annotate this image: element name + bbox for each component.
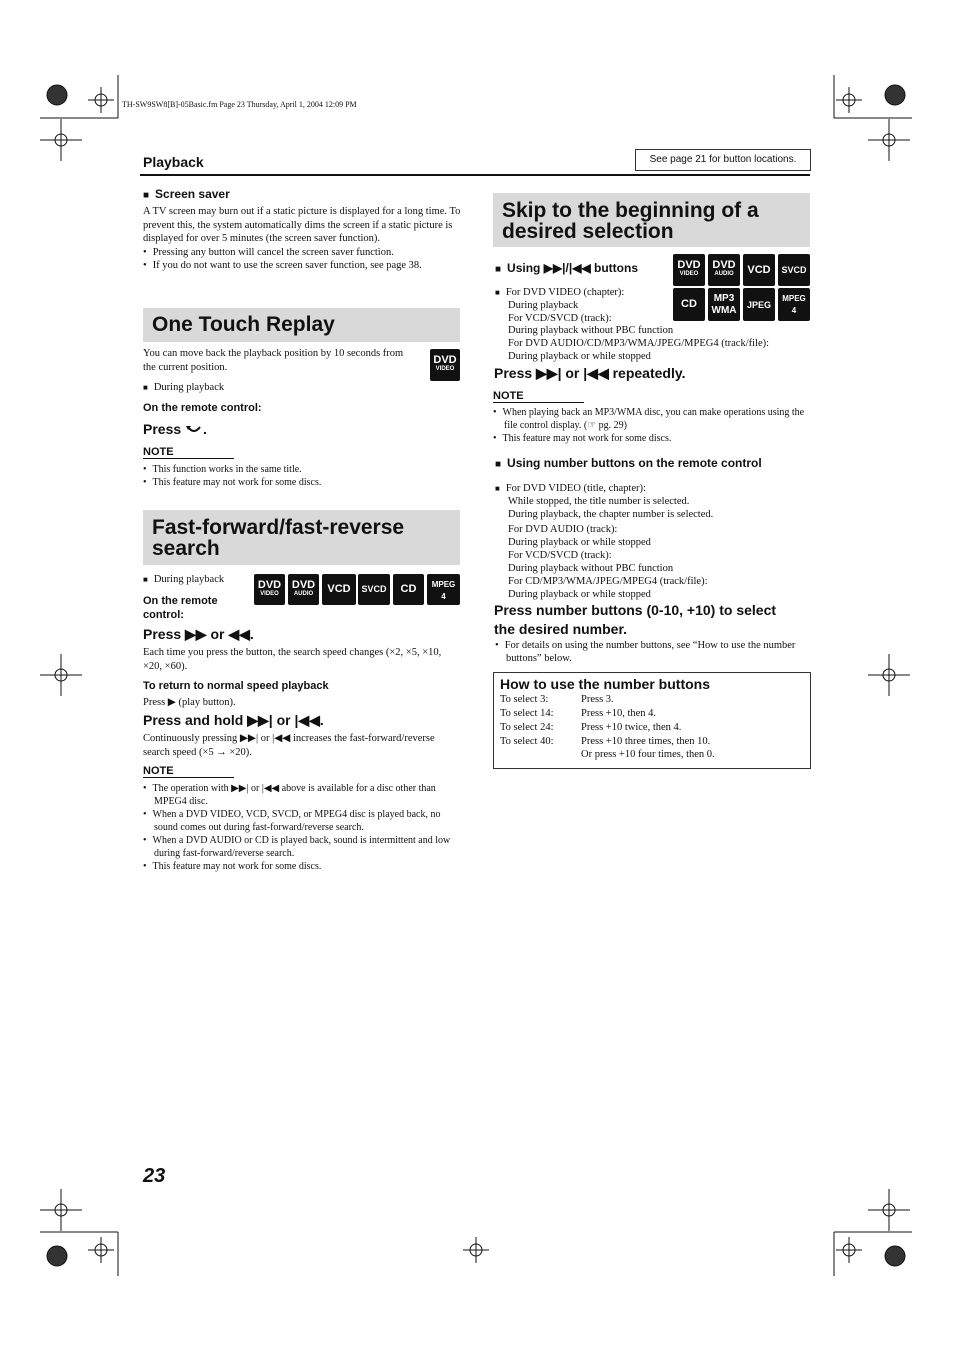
see-page-box: See page 21 for button locations. [635,149,811,171]
vcd-logo: VCD [743,254,775,286]
skip-items: ■ For DVD VIDEO (chapter): During playback For VCD/SVCD (track): During playback without PBC function For DVD AUDIO/CD/MP3/WMA/JPEG/MPEG4 (track/file): During playback or while stopped [495,287,769,364]
number-press: Press number buttons (0-10, +10) to select the desired number. [494,602,777,637]
press-replay: Press . [143,421,207,437]
note-item: • This feature may not work for some discs. [493,432,809,445]
ff-title-line1: Fast-forward/fast-reverse [152,516,405,539]
note-item: • When playing back an MP3/WMA disc, you can make operations using the file control display. (☞ pg. 29) [493,406,809,432]
cd-logo: CD [673,288,705,321]
section-title: Playback [143,154,204,170]
using-skip-heading: ■ Using ▶▶|/|◀◀ buttons [495,261,638,275]
skip-title-line1: Skip to the beginning of a [502,199,759,222]
header-rule [140,174,810,176]
one-touch-note [143,446,321,489]
vcd-logo: VCD [322,574,356,605]
one-touch-condition: ■ During playback [143,382,224,393]
screen-saver-body: A TV screen may burn out if a static picture is displayed for a long time. To prevent this, the system automatically dims the screen if a static picture is displayed for over 5 minutes (the screen saver function). [143,206,461,244]
hold-desc: Continuously pressing ▶▶| or |◀◀ increases the fast-forward/reverse search speed (×5 → ×20). [143,733,435,758]
how-to-number-box [493,672,811,769]
press-and-hold: Press and hold ▶▶| or |◀◀. [143,712,324,728]
ff-title-line2: search [152,537,220,560]
note-item: • This feature may not work for some discs. [143,476,321,489]
note-heading: NOTE [143,446,234,459]
dvd-video-logo: DVD VIDEO [673,254,705,286]
number-items: ■ For DVD VIDEO (title, chapter): While stopped, the title number is selected. During playback, the chapter number is selected. For DVD AUDIO (track): During playback or while stopped For VCD/SVCD (track): During playback without PBC function For CD/MP3/WMA/JPEG/MPEG4 (track/file): During playback or while stopped [495,482,713,601]
svcd-logo: SVCD [358,574,390,605]
howto-label: To select 40: [500,736,554,747]
note-item: • This feature may not work for some discs. [143,860,461,873]
dvd-audio-logo: DVD AUDIO [708,254,740,286]
dvd-video-logo: DVD VIDEO [254,574,285,605]
screen-saver-section [143,187,461,272]
screen-saver-bullet: • Pressing any button will cancel the screen saver function. [143,246,461,259]
ff-remote-label: On the remote control: [143,595,218,621]
normal-speed-heading: To return to normal speed playback [143,680,329,692]
remote-label: On the remote control: [143,402,262,414]
number-buttons-heading: ■ Using number buttons on the remote control [495,456,762,470]
ff-note [143,765,461,873]
ff-title-box [143,508,460,565]
page-number: 23 [143,1165,166,1187]
dvd-video-logo: DVD VIDEO [430,349,460,381]
howto-label: To select 3: [500,694,549,705]
howto-action: Press +10, then 4. [581,708,657,719]
howto-action: Press +10 three times, then 10. [581,736,711,747]
howto-label: To select 14: [500,708,554,719]
mp3-wma-logo: MP3 WMA [708,288,740,321]
jpeg-logo: JPEG [743,288,775,321]
skip-title-line2: desired selection [502,220,674,243]
file-info: TH-SW9SW8[B]-05Basic.fm Page 23 Thursday, April 1, 2004 12:09 PM [122,100,357,109]
dvd-audio-logo: DVD AUDIO [288,574,319,605]
one-touch-title: One Touch Replay [152,313,335,336]
normal-speed-body: Press ▶ (play button). [143,697,236,708]
note-item: • The operation with ▶▶| or |◀◀ above is available for a disc other than MPEG4 disc. [143,782,461,808]
one-touch-title-box [143,306,460,342]
note-item: • When a DVD VIDEO, VCD, SVCD, or MPEG4 disc is played back, no sound comes out during fast-forward/reverse search. [143,808,461,834]
skip-note [493,390,809,445]
howto-action: Or press +10 four times, then 0. [581,749,715,760]
howto-label: To select 24: [500,722,554,733]
cd-logo: CD [393,574,424,605]
skip-press: Press ▶▶| or |◀◀ repeatedly. [494,365,686,381]
note-item: • When a DVD AUDIO or CD is played back, sound is intermittent and low during fast-forward/reverse search. [143,834,461,860]
replay-icon [185,424,203,436]
number-bullet: • For details on using the number buttons, see “How to use the number buttons” below. [495,639,806,665]
ff-desc: Each time you press the button, the search speed changes (×2, ×5, ×10, ×20, ×60). [143,647,442,672]
howto-action: Press 3. [581,694,614,705]
screen-saver-bullet: • If you do not want to use the screen saver function, see page 38. [143,259,461,272]
skip-title-box [493,191,810,247]
howto-action: Press +10 twice, then 4. [581,722,682,733]
mpeg4-logo: MPEG 4 [427,574,460,605]
note-heading: NOTE [493,390,584,403]
mpeg4-logo: MPEG 4 [778,288,810,321]
screen-saver-heading: ■ Screen saver [143,187,461,201]
svcd-logo: SVCD [778,254,810,286]
ff-press: Press ▶▶ or ◀◀. [143,626,254,642]
ff-condition: ■ During playback [143,574,224,585]
one-touch-body: You can move back the playback position by 10 seconds from the current position. [143,348,404,373]
note-item: • This function works in the same title. [143,463,321,476]
note-heading: NOTE [143,765,234,778]
how-to-title: How to use the number buttons [500,676,710,692]
